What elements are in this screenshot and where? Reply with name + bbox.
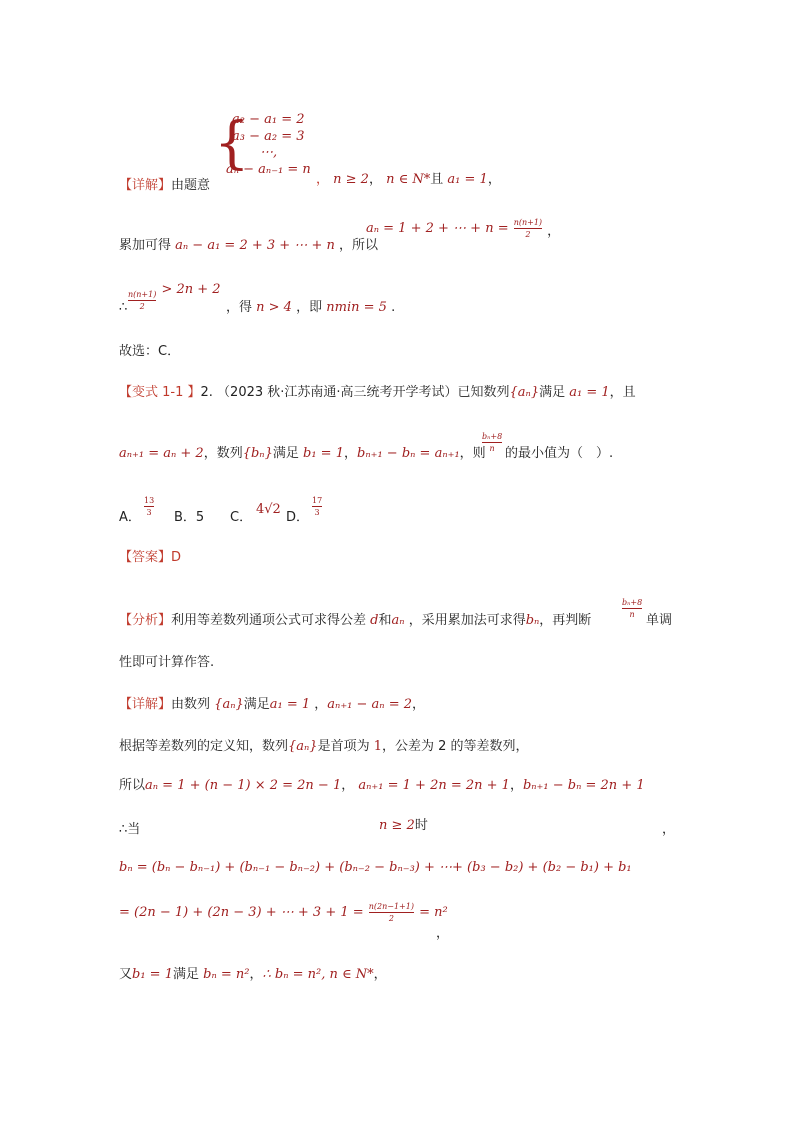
when-comma: ， [662, 822, 676, 837]
system-line-3: ⋯, [260, 145, 278, 160]
choose-answer: 故选：C． [119, 344, 181, 359]
accumulate-line: 累加可得 aₙ − a₁ = 2 + 3 + ⋯ + n ，所以 [119, 238, 378, 253]
system-brace: { [214, 111, 250, 176]
system-line-1: a₂ − a₁ = 2 [232, 112, 305, 127]
problem-condition-line: aₙ₊₁ = aₙ + 2，数列{bₙ}满足 b₁ = 1，bₙ₊₁ − bₙ = aₙ₊₁，则 [119, 446, 486, 461]
answer-value: D [171, 550, 182, 565]
answer-line [119, 546, 181, 565]
sum-comma: ， [436, 926, 450, 941]
when-condition: n ≥ 2时 [379, 818, 428, 833]
therefore-symbol: ∴ [119, 300, 128, 315]
variant-problem-line: 【变式 1-1 】2. （2023 秋·江苏南通·高三统考开学考试）已知数列{aₙ}满足 a₁ = 1，且 [119, 385, 636, 400]
option-d-value: $\frac{17}{3}$ [312, 496, 323, 517]
option-a-label: A． [119, 510, 141, 525]
bn8-over-n-fraction: $\frac{\text{bₙ+8}}{n}$ [482, 432, 503, 453]
system-line-4: aₙ − aₙ₋₁ = n [226, 162, 311, 177]
fraction-n-n1-over-2: $\frac{n(n+1)}{2}$ [513, 218, 543, 239]
detail2-label: 【详解】 [119, 697, 172, 712]
analysis-monotonic: 单调 [646, 613, 673, 628]
answer-label: 【答案】 [119, 550, 172, 565]
detail-line-1: 【详解】由题意 [119, 178, 211, 193]
when-label: ∴当 [119, 822, 141, 837]
system-line-2: a₃ − a₂ = 3 [232, 129, 305, 144]
definition-line: 根据等差数列的定义知，数列{aₙ}是首项为 1，公差为 2 的等差数列， [119, 739, 529, 754]
accumulate-result: aₙ = 1 + 2 + ⋯ + n = $\frac{n(n+1)}{2}$ ， [366, 218, 561, 239]
variant-label: 【变式 1-1 】 [119, 385, 201, 400]
option-c-label: C． [230, 510, 253, 525]
detail-conditions: ， n ≥ 2， n ∈ N*且 a₁ = 1， [316, 172, 501, 187]
option-d-label: D． [286, 510, 310, 525]
option-c-value: 4√2 [256, 502, 281, 517]
detail-label: 【详解】 [119, 178, 172, 193]
option-a-value: $\frac{13}{3}$ [144, 496, 155, 517]
bn-telescoping-sum: bₙ = (bₙ − bₙ₋₁) + (bₙ₋₁ − bₙ₋₂) + (bₙ₋₂ − bₙ₋₃) + ⋯+ (b₃ − b₂) + (b₂ − b₁) + b₁ [119, 860, 632, 875]
min-value-question: 的最小值为（ ）. [505, 446, 614, 461]
cond-n-ge-2: n ≥ 2 [333, 172, 369, 187]
inequality-result: ，得 n > 4 ，即 nmin = 5 . [226, 300, 396, 315]
analysis-line-2: 性即可计算作答. [119, 655, 215, 670]
analysis-line: 【分析】利用等差数列通项公式可求得公差 d和aₙ ，采用累加法可求得bₙ，再判断 [119, 613, 592, 628]
final-line: 又b₁ = 1满足 bₙ = n²，∴ bₙ = n², n ∈ N*， [119, 967, 387, 982]
sum-line: = (2n − 1) + (2n − 3) + ⋯ + 3 + 1 = $\frac{n(2n-1+1)}{2}$ = n² [119, 902, 448, 923]
analysis-fraction: $\frac{\text{bₙ+8}}{n}$ [622, 598, 643, 619]
so-line: 所以aₙ = 1 + (n − 1) × 2 = 2n − 1， aₙ₊₁ = 1 + 2n = 2n + 1，bₙ₊₁ − bₙ = 2n + 1 [119, 778, 645, 793]
analysis-label: 【分析】 [119, 613, 172, 628]
option-b: B．5 [174, 510, 205, 525]
inequality-fraction: $\frac{n(n+1)}{2}$ $^{> 2n + 2}$ [128, 282, 221, 311]
eq-an-minus-a1: aₙ − a₁ = 2 + 3 + ⋯ + n [175, 238, 335, 253]
detail2-line: 【详解】由数列 {aₙ}满足a₁ = 1 ，aₙ₊₁ − aₙ = 2， [119, 697, 426, 712]
cond-n-in-n: n ∈ N* [386, 172, 431, 187]
cond-a1: a₁ = 1 [447, 172, 488, 187]
